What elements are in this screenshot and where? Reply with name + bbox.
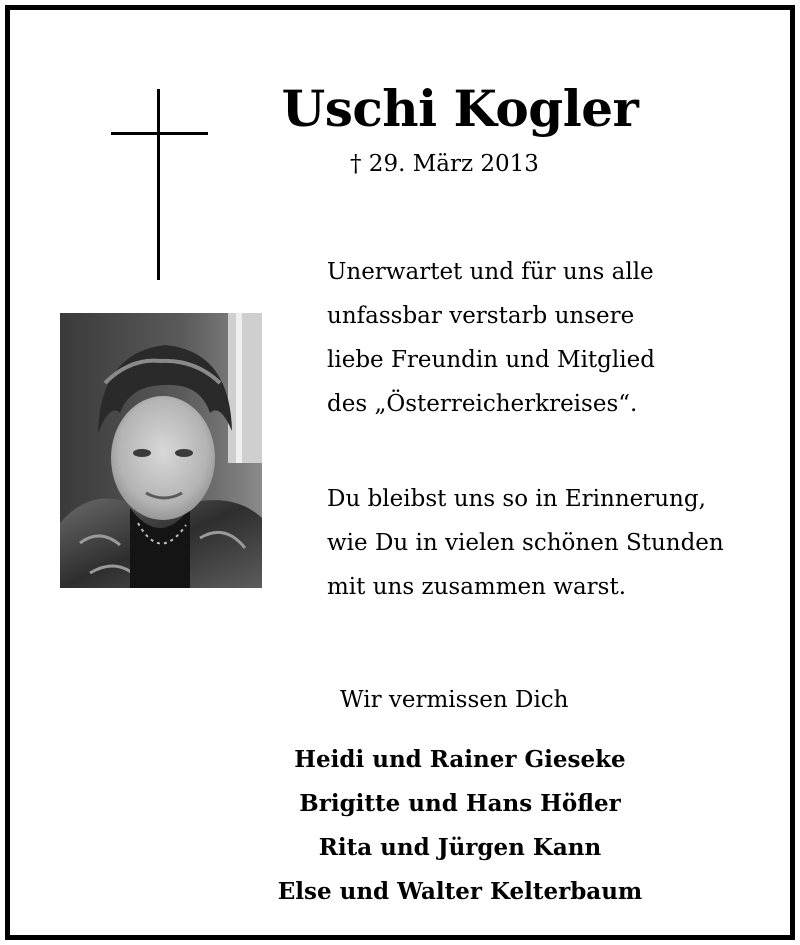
portrait-photo — [60, 313, 262, 588]
signer-name: Heidi und Rainer Gieseke — [294, 746, 626, 773]
message-line: des „Österreicherkreises“. — [327, 391, 638, 417]
cross-icon — [157, 89, 160, 280]
signer-name: Rita und Jürgen Kann — [318, 834, 602, 861]
message-line: unfassbar verstarb unsere — [327, 303, 635, 329]
signer-name: Brigitte und Hans Höfler — [299, 790, 621, 817]
obituary-frame — [5, 5, 795, 940]
message-line: Unerwartet und für uns alle — [327, 259, 654, 285]
closing-line: Wir vermissen Dich — [340, 687, 569, 713]
cross-icon-bar — [111, 132, 208, 135]
memory-line: Du bleibst uns so in Erinnerung, — [327, 486, 706, 512]
signer-name: Else und Walter Kelterbaum — [277, 878, 643, 905]
deceased-name: Uschi Kogler — [281, 79, 639, 138]
memory-line: wie Du in vielen schönen Stunden — [327, 530, 724, 556]
message-line: liebe Freundin und Mitglied — [327, 347, 655, 373]
death-date: † 29. März 2013 — [350, 151, 539, 177]
memory-paragraph — [327, 477, 767, 609]
memory-line: mit uns zusammen warst. — [327, 574, 627, 600]
signers-list — [240, 738, 680, 914]
message-paragraph — [327, 250, 767, 426]
